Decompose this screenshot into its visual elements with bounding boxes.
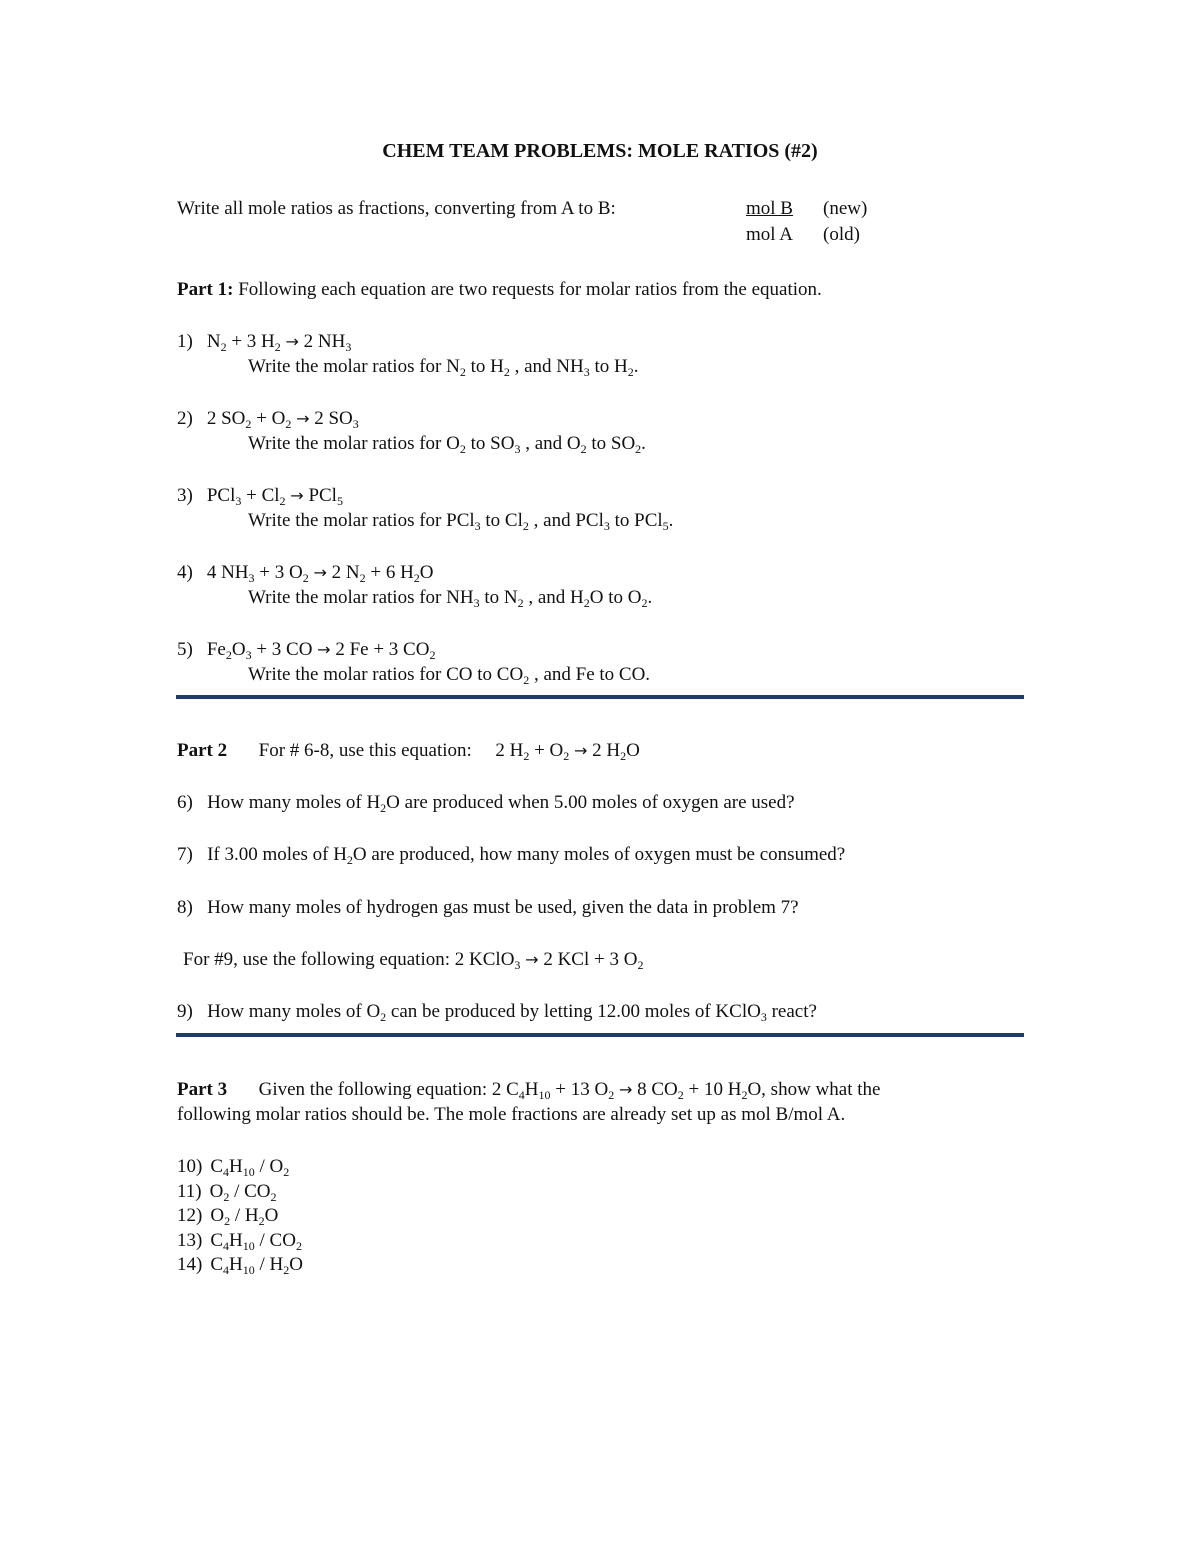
part3-text-line2: following molar ratios should be. The mole fractions are already set up as mol B/mol A. xyxy=(177,1104,846,1125)
problem-number: 3) xyxy=(177,485,193,506)
question-9 xyxy=(177,1000,817,1024)
fraction-numerator: mol B xyxy=(746,198,793,219)
reaction-arrow-icon: → xyxy=(618,1080,633,1099)
fraction-numerator-note: (new) xyxy=(823,198,868,219)
problem-5-request: Write the molar ratios for CO to $CO_2$ , and Fe to CO. xyxy=(248,664,651,687)
ratio-formula: $O_2 / H_2O$ xyxy=(210,1205,279,1228)
problem-equation: 4 $NH_3 + 3$ $O_2 \to 2$ $N_2 + 6$ $H_2O$ xyxy=(206,562,434,585)
question-6 xyxy=(177,791,795,815)
problem-equation: $PCl_3 + Cl_2 \to PCl_5$ xyxy=(206,485,343,508)
question-7 xyxy=(177,843,845,867)
ratio-item-10 xyxy=(177,1155,289,1179)
problem-2-equation-line xyxy=(177,407,359,431)
problem-2-request: Write the molar ratios for $O_2$ to $SO_3$ , and $O_2$ to $SO_2$. xyxy=(248,433,646,456)
question-8 xyxy=(177,896,799,920)
problem-equation: $Fe_2O_3 + 3$ CO → 2 Fe + 3 $CO_2$ xyxy=(206,639,436,662)
problem-number: 1) xyxy=(177,331,193,352)
ratio-formula: $C_4H_{10} / O_2$ xyxy=(210,1156,290,1179)
ratio-formula: $O_2 / CO_2$ xyxy=(209,1180,277,1204)
reaction-arrow-icon: → xyxy=(574,741,588,760)
question-number: 9) xyxy=(177,1001,193,1022)
section-divider xyxy=(176,1033,1024,1037)
part2-label: Part 2 xyxy=(177,740,228,761)
part2-heading xyxy=(177,739,640,763)
problem-1-equation-line xyxy=(177,330,351,354)
part2-equation: 2 $H_2 + O_2 \to 2$ $H_2O$ xyxy=(495,740,640,763)
question-text: If 3.00 moles of $H_2O$ are produced, how many moles of oxygen must be consumed? xyxy=(207,844,846,867)
problem-equation: $N_2 + 3$ $H_2 \to 2$ $NH_3$ xyxy=(206,331,352,354)
reaction-arrow-icon: → xyxy=(313,563,327,582)
problem-number: 4) xyxy=(177,562,193,583)
part1-text: Following each equation are two requests for molar ratios from the equation. xyxy=(238,279,822,300)
question-text: How many moles of $O_2$ can be produced by letting 12.00 moles of KClO$_3$ react? xyxy=(207,1001,817,1024)
section-divider xyxy=(176,695,1024,699)
question-9-equation-text: For #9, use the following equation: 2 KClO$_3$ → 2 KCl + 3 $O_2$ xyxy=(183,949,644,972)
part3-text-line1: Given the following equation: 2 $C_4H_{10} + 13$ $O_2 \to 8$ $CO_2 + 10$ $H_2O$, show what the xyxy=(258,1079,881,1102)
problem-4-equation-line xyxy=(177,561,434,585)
question-number: 6) xyxy=(177,792,193,813)
ratio-number: 12) xyxy=(177,1205,203,1226)
question-9-intro xyxy=(183,948,643,972)
problem-number: 2) xyxy=(177,408,193,429)
ratio-item-13 xyxy=(177,1229,302,1253)
ratio-number: 11) xyxy=(177,1180,202,1202)
problem-1-request: Write the molar ratios for $N_2$ to $H_2$ , and $NH_3$ to $H_2$. xyxy=(248,356,639,379)
question-text: How many moles of hydrogen gas must be used, given the data in problem 7? xyxy=(207,897,799,918)
reaction-arrow-icon: → xyxy=(290,486,304,505)
ratio-number: 13) xyxy=(177,1229,203,1251)
ratio-item-11 xyxy=(177,1180,277,1204)
fraction-denominator-note: (old) xyxy=(823,224,860,245)
ratio-number: 14) xyxy=(177,1254,203,1275)
reaction-arrow-icon: → xyxy=(525,950,539,969)
ratio-number: 10) xyxy=(177,1156,203,1177)
question-number: 7) xyxy=(177,844,193,865)
part3-label: Part 3 xyxy=(177,1079,228,1100)
part1-label: Part 1: xyxy=(177,279,234,300)
page-title: CHEM TEAM PROBLEMS: MOLE RATIOS (#2) xyxy=(382,140,818,162)
part3-heading xyxy=(177,1078,880,1102)
part1-heading xyxy=(177,278,822,302)
ratio-formula: $C_4H_{10} / H_2O$ xyxy=(210,1254,303,1277)
problem-3-request: Write the molar ratios for PCl$_3$ to $Cl_2$ , and PCl$_3$ to PCl$_5$. xyxy=(248,510,674,533)
part2-text: For # 6-8, use this equation: xyxy=(258,740,472,761)
reaction-arrow-icon: → xyxy=(296,409,310,428)
question-text: How many moles of $H_2O$ are produced when 5.00 moles of oxygen are used? xyxy=(207,792,795,815)
reaction-arrow-icon: → xyxy=(317,640,331,659)
question-number: 8) xyxy=(177,897,193,918)
problem-3-equation-line xyxy=(177,484,343,508)
ratio-formula: $C_4H_{10} / CO_2$ xyxy=(210,1229,302,1253)
ratio-item-12 xyxy=(177,1204,278,1228)
problem-4-request: Write the molar ratios for $NH_3$ to $N_2$ , and $H_2O$ to $O_2$. xyxy=(248,587,653,610)
fraction-denominator: mol A xyxy=(746,224,793,245)
ratio-item-14 xyxy=(177,1253,303,1277)
problem-equation: 2 $SO_2 + O_2 \to 2$ $SO_3$ xyxy=(206,408,359,431)
problem-5-equation-line xyxy=(177,638,435,662)
reaction-arrow-icon: → xyxy=(285,332,299,351)
intro-text: Write all mole ratios as fractions, converting from A to B: xyxy=(177,198,616,219)
problem-number: 5) xyxy=(177,639,193,660)
